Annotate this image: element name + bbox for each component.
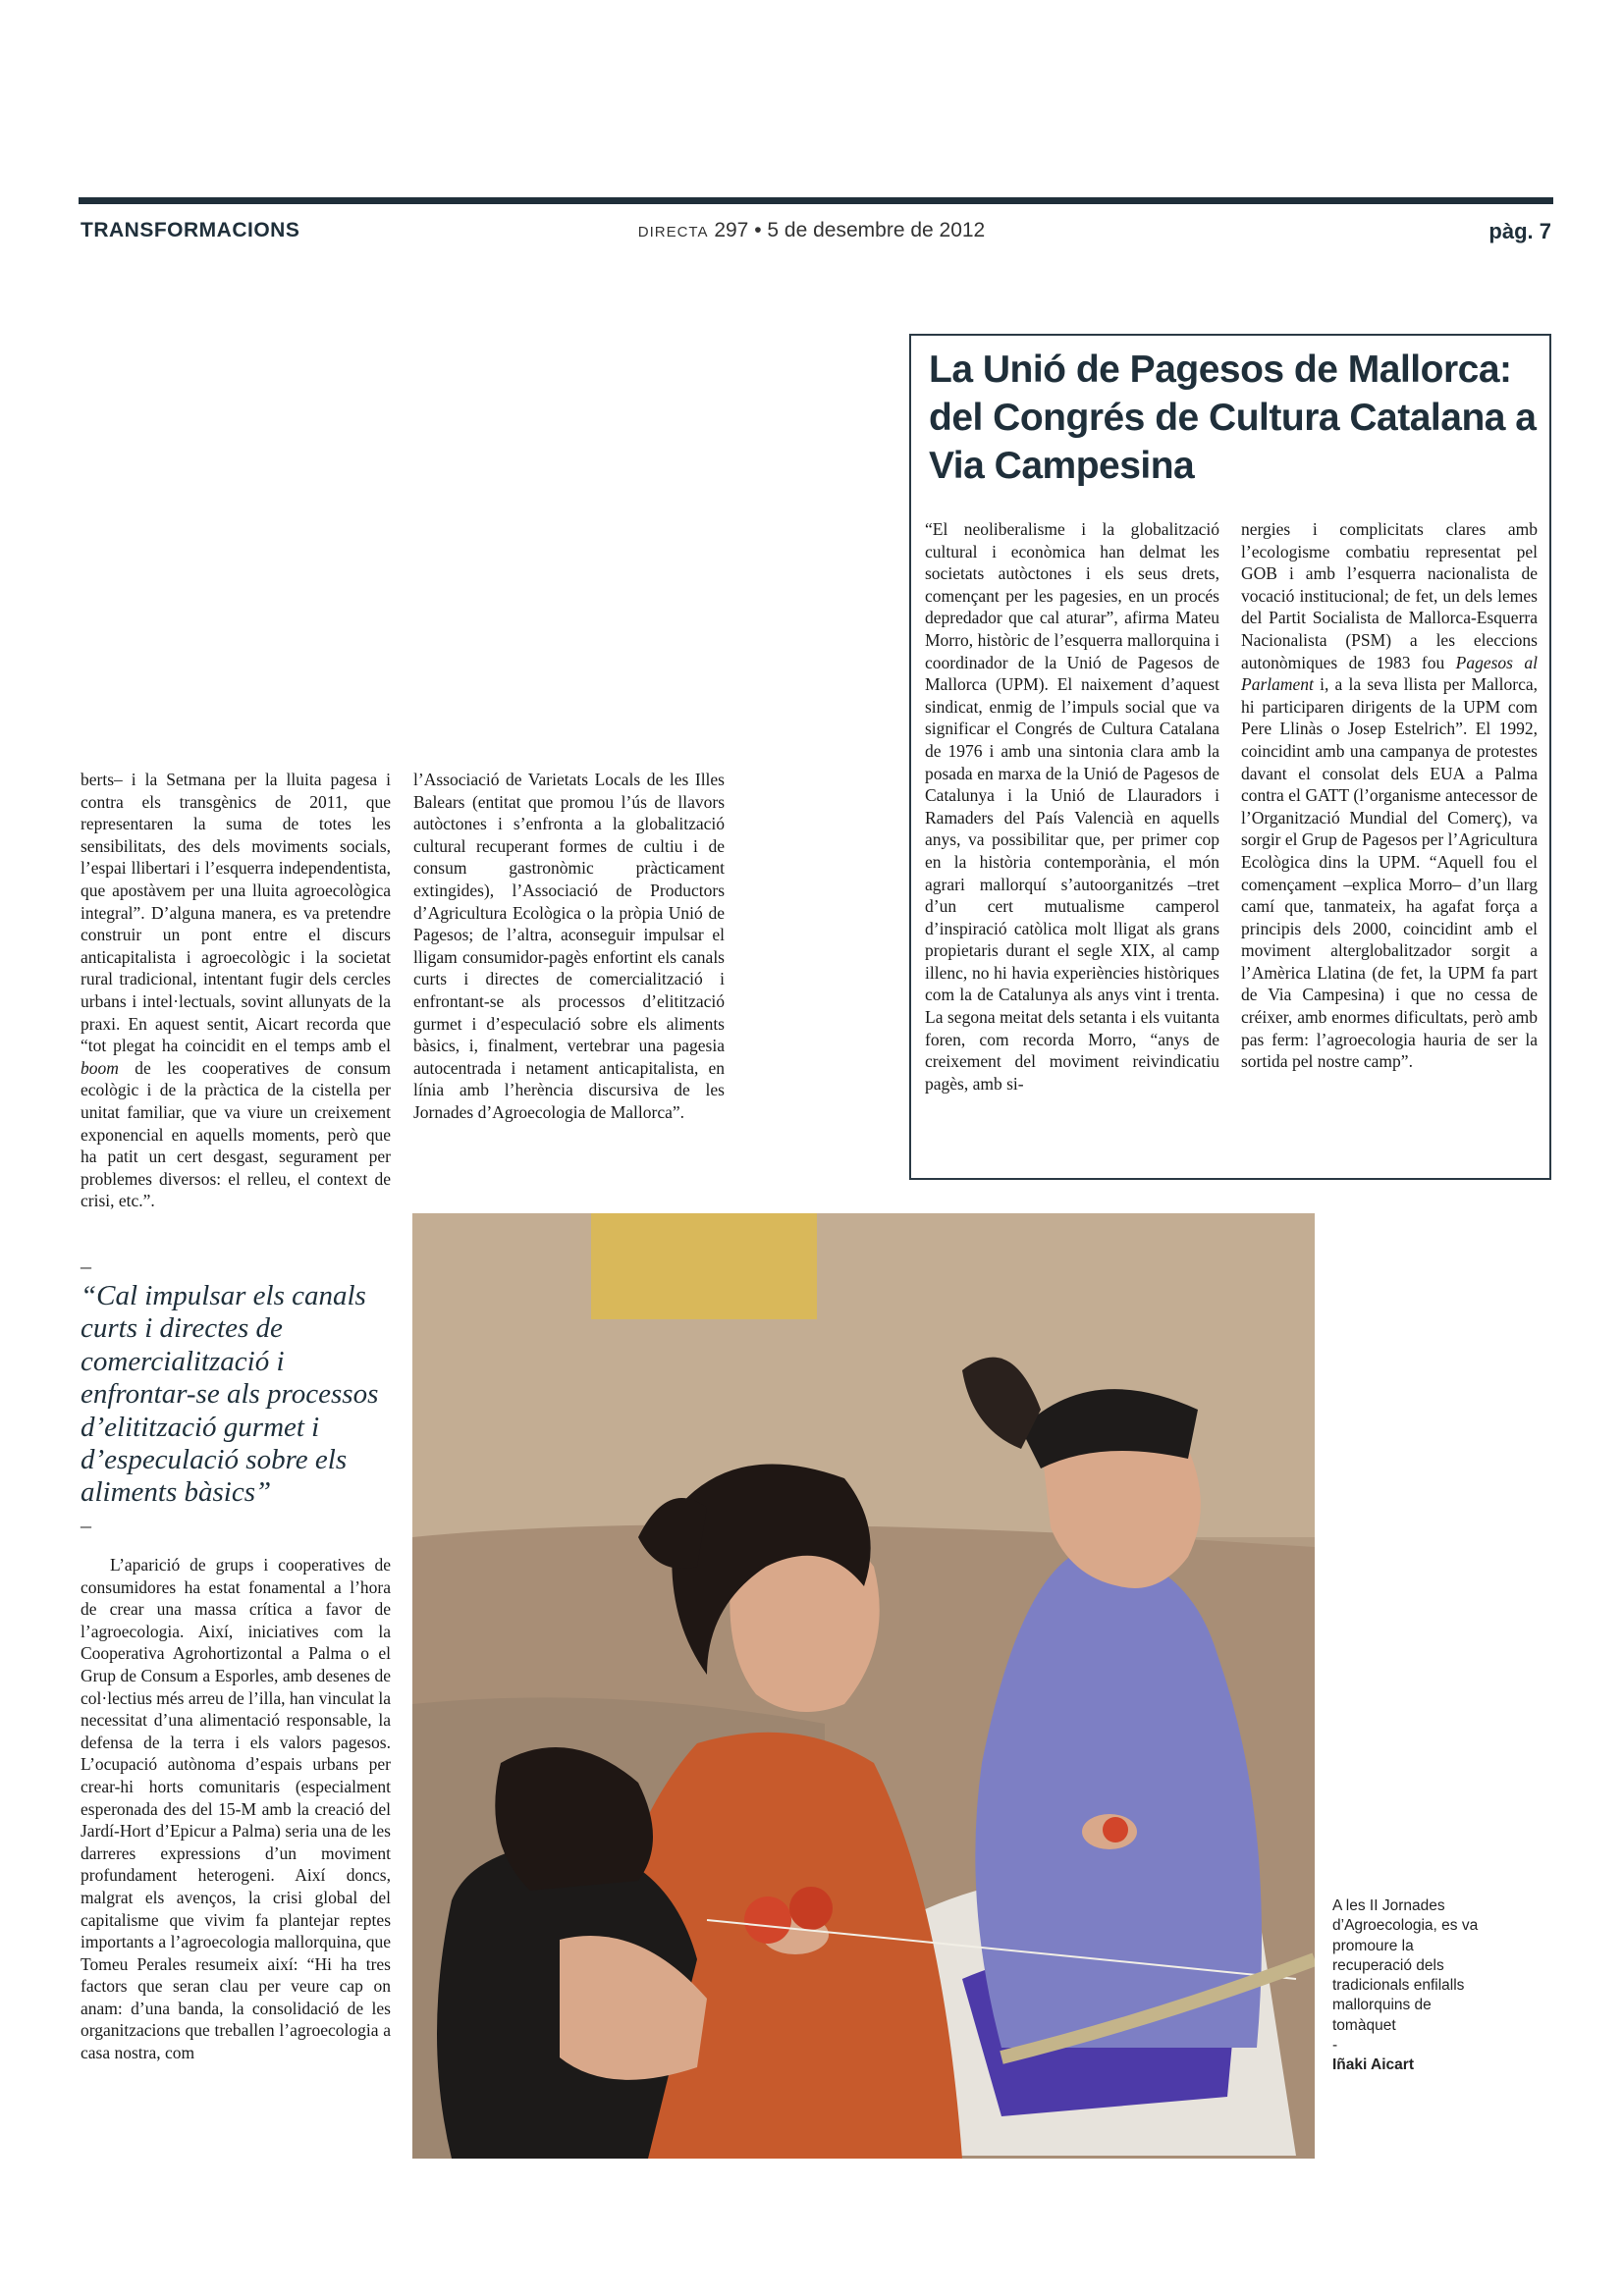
header-rule [79,197,1553,204]
tomato-threading-photo [412,1213,1315,2159]
sidebar-col2-italic: Pagesos al Parlament [1241,652,1538,695]
sidebar-col2-text-a: nergies i complicitats clares amb l’ecologisme combatiu representat pel GOB i amb l’esquerra nacionalista de vocació institucional; de fet, un dels lemes del Partit Socialista de Mallorca-Esquerra Nacionalista (PSM) a les eleccions autonòmiques de 1983 fou [1241,519,1538,672]
article-col1-text-a: berts– i la Setmana per la lluita pagesa i contra els transgènics de 2011, que representaren la suma de totes les sensibilitats, des dels moviments socials, l’espai llibertari i l’esquerra independentista, que apostàvem per una lluita agroecològica integral”. D’alguna manera, es va pretendre construir un pont entre el discurs anticapitalista i agroecològic i la societat rural tradicional, intentant fugir dels cercles urbans i intel·lectuals, sovint allunyats de la praxi. En aquest sentit, Aicart recorda que “tot plegat ha coincidit en el temps amb el [81,770,391,1056]
issue-separator: • [754,219,762,241]
pull-quote [81,1256,391,1535]
article-col1-text-b: de les cooperatives de consum ecològic i de la pràctica de la cistella per unitat familiar, que va viure un creixement exponencial en aquells moments, però que ha patit un cert desgast, segurament per problemes diversos: el relleu, el context de crisi, etc.”. [81,1057,391,1211]
article-column-1-lower [81,1554,391,2064]
sidebar-box [909,334,1551,1180]
caption-text: A les II Jornades d’Agroecologia, es va promoure la recuperació dels tradicionals enfilalls mallorquins de tomàquet [1332,1897,1479,2034]
photo-caption [1332,1896,1480,2076]
photo-credit: Iñaki Aicart [1332,2056,1414,2074]
pull-quote-dash-bottom: – [81,1512,91,1537]
sidebar-col2-text-b: i, a la seva llista per Mallorca, hi participaren dirigents de la UPM com Pere Llinàs o Josep Estelrich”. El 1992, coincidint amb una campanya de protestes davant el consolat dels EUA a Palma contra el GATT (l’organisme antecessor de l’Organització Mundial del Comerç), va sorgir el Grup de Pagesos per l’Agricultura Ecològica dins la UPM. “Aquell fou el començament –explica Morro– d’un llarg camí que, tanmateix, ha agafat força a principis dels 2000, coincidint amb el moviment alterglobalitzador sorgit a l’Amèrica Llatina (de fet, la UPM fa part de Via Campesina) i que no cessa de créixer, amb enormes dificultats, però amb pas ferm: l’agroecologia hauria de ser la sortida pel nostre camp”. [1241,674,1538,1072]
page-number: pàg. 7 [1488,219,1551,243]
publication-name: DIRECTA [637,224,709,240]
issue-date: 5 de desembre de 2012 [767,219,986,241]
article-column-2: l’Associació de Varietats Locals de les Illes Balears (entitat que promou l’ús de llavors autòctones i s’enfronta a la globalització cultural recuperant formes de cultiu i de consum gastronòmic pràcticament extingides), l’Associació de Productors d’Agricultura Ecològica o la pròpia Unió de Pagesos; de l’altra, aconseguir impulsar el lligam consumidor-pagès enfortint els canals curts i directes de comercialització i enfrontant-se als processos d’elitització gurmet i d’especulació sobre els aliments bàsics, i, finalment, vertebrar una pagesia autocentrada i netament anticapitalista, en línia amb l’herència discursiva de les Jornades d’Agroecologia de Mallorca”. [413,770,725,1122]
pull-quote-text: “Cal impulsar els canals curts i directes de comercialització i enfrontar-se als processos d’elitització gurmet i d’especulació sobre els aliments bàsics” [81,1280,379,1509]
section-label: TRANSFORMACIONS [81,219,300,241]
sidebar-title: La Unió de Pagesos de Mallorca: del Congrés de Cultura Catalana a Via Campesina [929,348,1537,487]
issue-number: 297 [714,219,749,241]
sidebar-column-2 [1241,518,1538,1073]
pull-quote-dash-top: – [81,1254,91,1278]
article-col1-lower-paragraph: L’aparició de grups i cooperatives de consumidores ha estat fonamental a l’hora de crear una massa crítica a favor de l’agroecologia. Així, iniciatives com la Cooperativa Agrohortizontal a Palma o el Grup de Consum a Esporles, amb desenes de col·lectius més arreu de l’illa, han vinculat la necessitat d’una alimentació responsable, la defensa de la terra i els valors pagesos. L’ocupació autònoma d’espais urbans per crear-hi horts comunitaris (especialment esperonada des del 15-M amb la creació del Jardí-Hort d’Epicur a Palma) seria una de les darreres expressions d’un moviment profundament heterogeni. Així doncs, malgrat els avenços, la crisi global del capitalisme que vivim fa plantejar reptes importants a l’agroecologia mallorquina, que Tomeu Perales resumeix així: “Hi ha tres factors que seran clau per veure cap on anam: d’una banda, la consolidació de les organitzacions que treballen l’agroecologia a casa nostra, com [81,1555,391,2063]
sidebar-column-1: “El neoliberalisme i la globalització cultural i econòmica han delmat les societats autòctones i els seus drets, començant per les pagesies, en un procés depredador que cal aturar”, afirma Mateu Morro, històric de l’esquerra mallorquina i coordinador de la Unió de Pagesos de Mallorca (UPM). El naixement d’aquest sindicat, enmig de l’impuls social que va significar el Congrés de Cultura Catalana de 1976 i amb una sintonia clara amb la posada en marxa de la Unió de Pagesos de Catalunya i la Unió de Llauradors i Ramaders del País Valencià en aquells anys, va possibilitar que, per primer cop en la història contemporània, el món agrari mallorquí s’autoorganitzés –tret d’un cert mutualisme camperol d’inspiració catòlica molt lligat als grans propietaris durant el segle XIX, al camp illenc, no hi havia experiències històriques com la de Catalunya als anys vint i trenta. La segona meitat dels setanta i els vuitanta foren, com recorda Morro, “anys de creixement del moviment reivindicatiu pagès, amb si- [925,519,1219,1094]
article-col1-italic: boom [81,1057,119,1078]
caption-dash: - [1332,2037,1338,2055]
article-column-1 [81,769,391,1212]
issue-line [0,219,1623,242]
article-photo [412,1213,1315,2159]
